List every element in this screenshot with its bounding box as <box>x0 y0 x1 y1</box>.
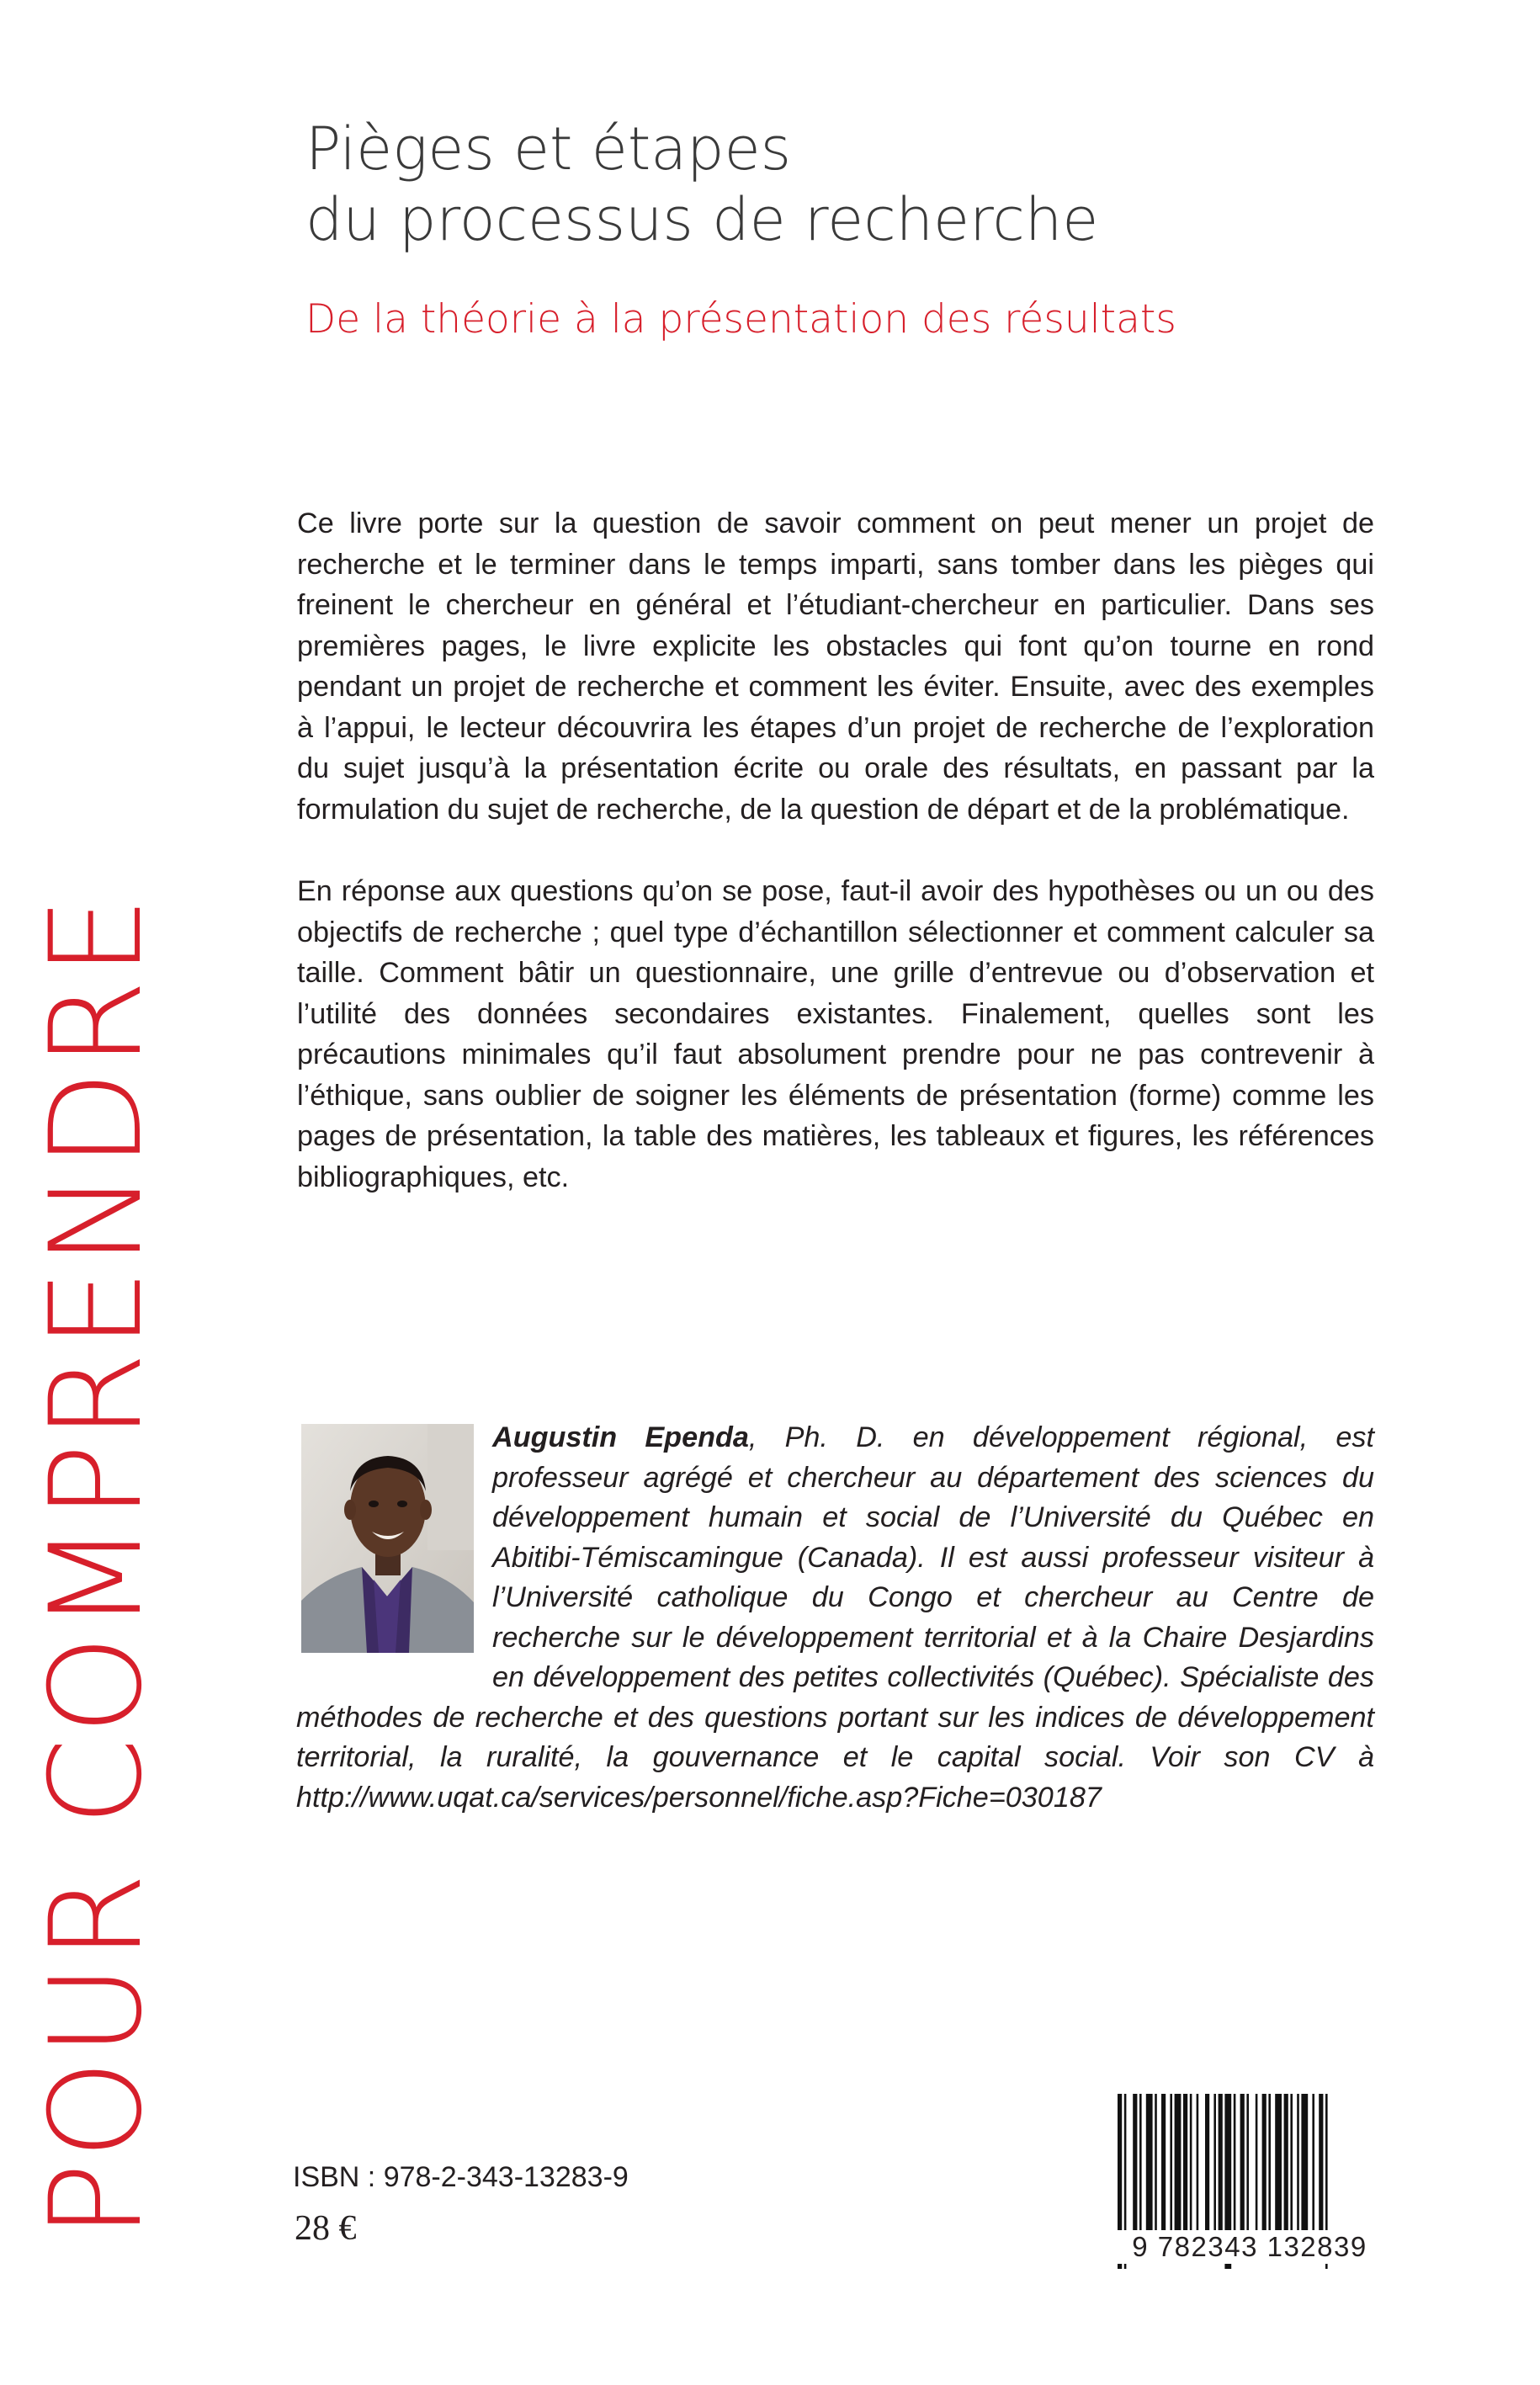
barcode-bar <box>1183 2094 1187 2239</box>
summary-paragraph-1: Ce livre porte sur la question de savoir comment on peut mener un projet de recherche et le terminer dans le temps imparti, sans tomber dans les pièges qui freinent le chercheur en général et l’étudiant-chercheur en particulier. Dans ses premières pages, le livre explicite les obstacles qui font qu’on tourne en rond pendant un projet de recherche et comment les éviter. Ensuite, avec des exemples à l’appui, le lecteur découvrira les étapes d’un projet de recherche de l’exploration du sujet jusqu’à la présentation écrite ou orale des résultats, en passant par la formulation du sujet de recherche, de la question de départ et de la problématique. <box>297 507 1374 826</box>
barcode-bar <box>1219 2094 1223 2239</box>
barcode-bar <box>1139 2094 1142 2239</box>
barcode-bar <box>1175 2094 1182 2239</box>
barcode-bar <box>1234 2094 1236 2239</box>
book-title <box>305 114 1315 255</box>
barcode-digits: 9 782343 132839 <box>1111 2230 1389 2264</box>
price: 28 € <box>295 2209 357 2248</box>
summary-paragraph-2: En réponse aux questions qu’on se pose, faut-il avoir des hypothèses ou un ou des objectifs de recherche ; quel type d’échantillon sélectionner et comment calculer sa taille. Comment bâtir un questionnaire, une grille d’entrevue ou d’observation et l’utilité des données secondaires existantes. Finalement, quelles sont les précautions minimales qu’il faut absolument prendre pour ne pas contrevenir à l’éthique, sans oublier de soigner les éléments de présentation (forme) comme les pages de présentation, la table des matières, les tableaux et figures, les références bibliographiques, etc. <box>297 875 1374 1193</box>
barcode-bar <box>1146 2094 1153 2239</box>
barcode-bar <box>1284 2094 1288 2239</box>
barcode-bar <box>1290 2094 1293 2239</box>
barcode-bar <box>1246 2094 1249 2239</box>
barcode-bar <box>1319 2094 1323 2239</box>
title-line-1: Pièges et étapes <box>305 114 792 183</box>
barcode-bar <box>1155 2094 1157 2239</box>
author-name: Augustin Ependa <box>492 1421 749 1453</box>
photo-spacer <box>296 1418 492 1662</box>
barcode-bar <box>1262 2094 1267 2239</box>
barcode-bar <box>1170 2094 1172 2239</box>
barcode-bar <box>1205 2094 1209 2239</box>
barcode-bar <box>1297 2094 1299 2239</box>
series-name-vertical: POUR COMPRENDRE <box>24 893 170 2239</box>
author-bio <box>296 1418 1374 1818</box>
barcode-bar <box>1133 2094 1137 2239</box>
book-subtitle: De la théorie à la présentation des résultats <box>305 296 1176 343</box>
barcode-bar <box>1213 2094 1216 2239</box>
author-bio-text: , Ph. D. en développement régional, est professeur agrégé et chercheur au département des sciences du développement humain et social de l’Université du Québec en Abitibi-Témiscamingue (Canada). Il est aussi professeur visiteur à l’Université catholique du Congo et chercheur au Centre de recherche sur le développement territorial et à la Chaire Desjardins en développement des petites collectivités (Québec). Spécialiste des méthodes de recherche et des questions portant sur les indices de développement territorial, la ruralité, la gouvernance et le capital social. Voir son CV à http://www.uqat.ca/services/personnel/fiche.asp?Fiche=030187 <box>296 1421 1374 1814</box>
back-cover-summary <box>297 503 1374 1239</box>
barcode-bar <box>1197 2094 1199 2239</box>
barcode-bar <box>1268 2094 1271 2239</box>
barcode-bar <box>1240 2094 1245 2239</box>
barcode-bar <box>1256 2094 1258 2239</box>
barcode-bar <box>1161 2094 1166 2239</box>
barcode-bar <box>1275 2094 1282 2239</box>
barcode-bar <box>1190 2094 1192 2239</box>
isbn: ISBN : 978-2-343-13283-9 <box>293 2161 629 2193</box>
title-line-2: du processus de recherche <box>305 185 1099 254</box>
barcode-bar <box>1312 2094 1314 2239</box>
barcode-bar <box>1301 2094 1308 2239</box>
